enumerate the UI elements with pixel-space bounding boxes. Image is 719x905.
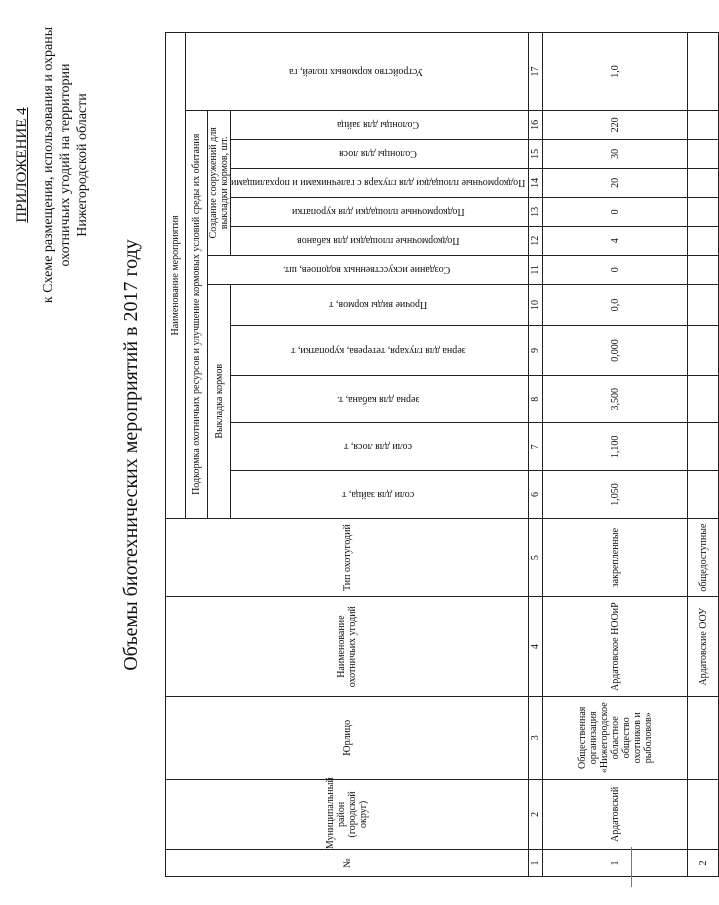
header-feed-output: Выкладка кормов bbox=[208, 284, 231, 518]
row1-moose-salt-licks: 30 bbox=[543, 139, 688, 168]
measures-table bbox=[165, 32, 719, 877]
header-feed-fields: Устройство кормовых полей, га bbox=[186, 33, 529, 111]
header-other-feed: Прочие виды кормов, т bbox=[231, 284, 529, 325]
row2-grain-boar bbox=[688, 375, 719, 423]
row1-ground: Ардатовское НООиР bbox=[543, 597, 688, 696]
header-watering: Создание искусственных водопоев, шт. bbox=[208, 255, 529, 284]
appendix-line-1: к Схеме размещения, использования и охраны bbox=[41, 26, 56, 304]
header-entity: Юрлицо bbox=[166, 696, 529, 779]
header-ground: Наименование охотничьих угодий bbox=[166, 597, 529, 696]
appendix-line-3: Нижегородской области bbox=[75, 93, 90, 237]
document-title: Объемы биотехнических мероприятий в 2017 году bbox=[120, 239, 142, 671]
row2-type: общедоступные bbox=[688, 518, 719, 597]
col-number-13: 13 bbox=[529, 197, 543, 226]
header-grain-boar: зерна для кабана, т. bbox=[231, 375, 529, 423]
row2-salt-moose bbox=[688, 423, 719, 471]
row1-hare-salt-licks: 220 bbox=[543, 110, 688, 139]
row1-capercaillie-platforms: 20 bbox=[543, 168, 688, 197]
col-number-17: 17 bbox=[529, 33, 543, 111]
col-number-11: 11 bbox=[529, 255, 543, 284]
row2-partridge-platforms bbox=[688, 197, 719, 226]
header-no: № bbox=[166, 850, 529, 877]
table-row bbox=[543, 33, 688, 877]
row1-boar-platforms: 4 bbox=[543, 226, 688, 255]
header-partridge-platforms: Подкормочные площадки для куропатки bbox=[231, 197, 529, 226]
header-feeding-group: Подкормка охотничьих ресурсов и улучшение кормовых условий среды их обитания bbox=[186, 110, 208, 518]
row1-watering: 0 bbox=[543, 255, 688, 284]
row2-hare-salt-licks bbox=[688, 110, 719, 139]
col-number-5: 5 bbox=[529, 518, 543, 597]
col-number-7: 7 bbox=[529, 423, 543, 471]
col-number-1: 1 bbox=[529, 850, 543, 877]
header-salt-moose: соли для лося, т bbox=[231, 423, 529, 471]
row2-boar-platforms bbox=[688, 226, 719, 255]
row2-watering bbox=[688, 255, 719, 284]
row2-grain-grouse bbox=[688, 326, 719, 376]
row1-type: закрепленные bbox=[543, 518, 688, 597]
row2-salt-hare bbox=[688, 471, 719, 519]
row2-other-feed bbox=[688, 284, 719, 325]
col-number-10: 10 bbox=[529, 284, 543, 325]
row1-entity: Общественная организация «Нижегородское областное общество охотников и рыболовов» bbox=[543, 696, 688, 779]
row1-feed-fields: 1,0 bbox=[543, 33, 688, 111]
header-grain-grouse: зерна для глухаря, тетерева, куропатки, т bbox=[231, 326, 529, 376]
col-number-2: 2 bbox=[529, 779, 543, 849]
col-number-15: 15 bbox=[529, 139, 543, 168]
header-district: Муниципальный район (городской округ) bbox=[166, 779, 529, 849]
col-number-12: 12 bbox=[529, 226, 543, 255]
col-number-16: 16 bbox=[529, 110, 543, 139]
header-row-1 bbox=[166, 33, 186, 877]
header-type: Тип охотугодий bbox=[166, 518, 529, 597]
row1-no: 1 bbox=[543, 850, 688, 877]
row2-district bbox=[688, 779, 719, 849]
header-moose-salt-licks: Солонцы для лося bbox=[231, 139, 529, 168]
col-number-6: 6 bbox=[529, 471, 543, 519]
col-number-4: 4 bbox=[529, 597, 543, 696]
row1-district: Ардатовский bbox=[543, 779, 688, 849]
appendix-line-2: охотничьих угодий на территории bbox=[58, 63, 73, 267]
appendix-title: ПРИЛОЖЕНИЕ 4 bbox=[14, 107, 30, 223]
row1-other-feed: 0,0 bbox=[543, 284, 688, 325]
row2-ground: Ардатовские ООУ bbox=[688, 597, 719, 696]
header-hare-salt-licks: Солонцы для зайца bbox=[231, 110, 529, 139]
header-boar-platforms: Подкормочные площадки для кабанов bbox=[231, 226, 529, 255]
row2-capercaillie-platforms bbox=[688, 168, 719, 197]
footer-rule bbox=[631, 847, 632, 887]
row1-grain-boar: 3,500 bbox=[543, 375, 688, 423]
header-event-name: Наименование мероприятия bbox=[166, 33, 186, 519]
column-number-row bbox=[529, 33, 543, 877]
table-row bbox=[688, 33, 719, 877]
row1-grain-grouse: 0,000 bbox=[543, 326, 688, 376]
appendix-subtitle bbox=[40, 15, 91, 315]
row2-moose-salt-licks bbox=[688, 139, 719, 168]
row2-no: 2 bbox=[688, 850, 719, 877]
col-number-9: 9 bbox=[529, 326, 543, 376]
row1-partridge-platforms: 0 bbox=[543, 197, 688, 226]
row2-feed-fields bbox=[688, 33, 719, 111]
header-structures-group: Создание сооружений для выкладки кормов, шт. bbox=[208, 110, 231, 255]
col-number-3: 3 bbox=[529, 696, 543, 779]
col-number-8: 8 bbox=[529, 375, 543, 423]
col-number-14: 14 bbox=[529, 168, 543, 197]
row1-salt-hare: 1,050 bbox=[543, 471, 688, 519]
header-capercaillie-platforms: Подкормочные площадки для глухаря с галечниками и порхалищами bbox=[231, 168, 529, 197]
row1-salt-moose: 1,100 bbox=[543, 423, 688, 471]
row2-entity bbox=[688, 696, 719, 779]
header-salt-hare: соли для зайца, т bbox=[231, 471, 529, 519]
